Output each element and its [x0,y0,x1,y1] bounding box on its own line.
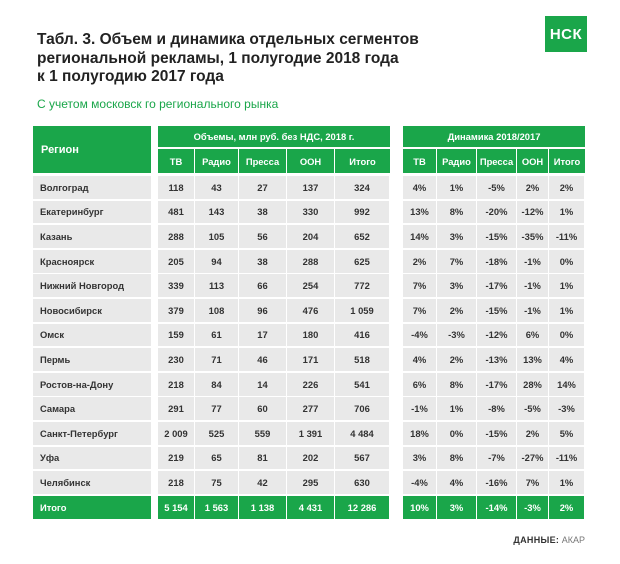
volume-cell: 567 [335,447,389,470]
volume-header: Объемы, млн руб. без НДС, 2018 г. [158,126,390,147]
dynamics-cell: -12% [517,201,548,224]
dynamics-cell: 7% [403,274,436,297]
volume-cell: 60 [239,397,286,420]
dynamics-cell: 8% [437,201,476,224]
volume-cell: 202 [287,447,334,470]
volume-cell: 291 [158,397,194,420]
dynamics-cell: -4% [403,471,436,494]
volume-cell: 204 [287,225,334,248]
region-cell: Екатеринбург [33,201,151,224]
volume-cell: 330 [287,201,334,224]
dynamics-cell: -1% [403,397,436,420]
volume-cell: 288 [287,250,334,273]
volume-cell: 65 [195,447,238,470]
table-title [37,31,457,87]
col-header-ooh: ООН [517,149,549,173]
volume-cell: 416 [335,324,389,347]
volume-cell: 277 [287,397,334,420]
table-row [33,299,585,322]
dynamics-cell: -3% [437,324,476,347]
dynamics-cell: -14% [477,496,516,519]
dynamics-cell: -11% [549,225,584,248]
volume-cell: 1 059 [335,299,389,322]
region-cell: Итого [33,496,151,519]
dynamics-cell: 3% [437,274,476,297]
source-note [513,535,585,545]
table-row [33,176,585,199]
dynamics-cell: -15% [477,299,516,322]
col-header-ooh: ООН [287,149,335,173]
dynamics-cell: -17% [477,274,516,297]
dynamics-cell: -5% [517,397,548,420]
volume-cell: 43 [195,176,238,199]
subtitle: С учетом московск го регионального рынка [37,97,279,111]
dynamics-cell: 18% [403,422,436,445]
region-cell: Уфа [33,447,151,470]
volume-cell: 1 138 [239,496,286,519]
dynamics-cell: 2% [437,348,476,371]
volume-cell: 219 [158,447,194,470]
volume-cell: 706 [335,397,389,420]
dynamics-cell: 1% [437,176,476,199]
dynamics-cell: 1% [437,397,476,420]
dynamics-cell: -12% [477,324,516,347]
volume-cell: 379 [158,299,194,322]
dynamics-cell: 14% [403,225,436,248]
volume-cell: 1 391 [287,422,334,445]
col-header-total: Итого [335,149,390,173]
title-line-2: региональной рекламы, 1 полугодие 2018 года [37,49,399,67]
dynamics-cell: 28% [517,373,548,396]
dynamics-cell: 13% [403,201,436,224]
region-cell: Ростов-на-Дону [33,373,151,396]
dynamics-cell: -13% [477,348,516,371]
volume-cell: 180 [287,324,334,347]
volume-cell: 518 [335,348,389,371]
table-row [33,373,585,396]
region-cell: Волгоград [33,176,151,199]
volume-cell: 218 [158,471,194,494]
volume-cell: 84 [195,373,238,396]
volume-cell: 17 [239,324,286,347]
total-row [33,496,585,519]
dynamics-cell: 6% [403,373,436,396]
dynamics-cell: -27% [517,447,548,470]
table-row [33,397,585,420]
volume-cell: 96 [239,299,286,322]
dynamics-cell: 2% [549,176,584,199]
table-row [33,422,585,445]
table-row [33,348,585,371]
volume-cell: 339 [158,274,194,297]
col-header-radio: Радио [195,149,239,173]
volume-cell: 541 [335,373,389,396]
dynamics-cell: 2% [549,496,584,519]
dynamics-cell: 4% [403,348,436,371]
dynamics-cell: 2% [403,250,436,273]
volume-cell: 42 [239,471,286,494]
volume-cell: 38 [239,250,286,273]
region-header: Регион [33,126,151,173]
volume-cell: 525 [195,422,238,445]
volume-cell: 12 286 [335,496,389,519]
volume-cell: 38 [239,201,286,224]
volume-cell: 992 [335,201,389,224]
source-label: ДАННЫЕ: [513,535,560,545]
volume-cell: 171 [287,348,334,371]
region-cell: Омск [33,324,151,347]
table-row [33,201,585,224]
dynamics-cell: 0% [549,250,584,273]
volume-cell: 476 [287,299,334,322]
region-cell: Пермь [33,348,151,371]
col-header-press: Пресса [477,149,517,173]
dynamics-cell: 0% [437,422,476,445]
dynamics-cell: -35% [517,225,548,248]
dynamics-cell: 1% [549,274,584,297]
volume-cell: 481 [158,201,194,224]
volume-cell: 77 [195,397,238,420]
dynamics-cell: -4% [403,324,436,347]
volume-cell: 56 [239,225,286,248]
dynamics-cell: 2% [437,299,476,322]
dynamics-cell: 1% [549,201,584,224]
dynamics-cell: -1% [517,299,548,322]
volume-cell: 27 [239,176,286,199]
table-row [33,225,585,248]
dynamics-cell: 3% [437,225,476,248]
volume-cell: 2 009 [158,422,194,445]
volume-cell: 625 [335,250,389,273]
dynamics-cell: 8% [437,447,476,470]
dynamics-cell: -1% [517,250,548,273]
volume-cell: 230 [158,348,194,371]
region-cell: Нижний Новгород [33,274,151,297]
table-row [33,447,585,470]
dynamics-cell: -18% [477,250,516,273]
dynamics-cell: -7% [477,447,516,470]
dynamics-cell: 4% [437,471,476,494]
volume-cell: 81 [239,447,286,470]
table-row [33,471,585,494]
volume-cell: 108 [195,299,238,322]
volume-cell: 14 [239,373,286,396]
dynamics-cell: 2% [517,422,548,445]
dynamics-cell: 6% [517,324,548,347]
dynamics-cell: -11% [549,447,584,470]
dynamics-column-headers [403,149,585,173]
dynamics-cell: -16% [477,471,516,494]
dynamics-cell: -8% [477,397,516,420]
title-line-3: к 1 полугодию 2017 года [37,68,224,85]
col-header-tv: ТВ [158,149,195,173]
source-value: АКАР [561,535,585,545]
volume-cell: 113 [195,274,238,297]
volume-cell: 295 [287,471,334,494]
volume-cell: 652 [335,225,389,248]
dynamics-cell: -15% [477,225,516,248]
volume-cell: 226 [287,373,334,396]
dynamics-cell: 3% [437,496,476,519]
dynamics-cell: 3% [403,447,436,470]
region-cell: Самара [33,397,151,420]
volume-cell: 75 [195,471,238,494]
dynamics-cell: 13% [517,348,548,371]
volume-cell: 94 [195,250,238,273]
volume-column-headers [158,149,390,173]
region-cell: Челябинск [33,471,151,494]
volume-cell: 324 [335,176,389,199]
volume-cell: 118 [158,176,194,199]
dynamics-cell: 4% [549,348,584,371]
table-row [33,324,585,347]
volume-cell: 205 [158,250,194,273]
volume-cell: 46 [239,348,286,371]
volume-cell: 218 [158,373,194,396]
dynamics-cell: 8% [437,373,476,396]
region-cell: Новосибирск [33,299,151,322]
volume-cell: 137 [287,176,334,199]
title-line-1: Табл. 3. Объем и динамика отдельных сегментов [37,31,419,48]
dynamics-cell: -17% [477,373,516,396]
volume-cell: 5 154 [158,496,194,519]
dynamics-cell: 1% [549,471,584,494]
dynamics-cell: -3% [517,496,548,519]
col-header-tv: ТВ [403,149,437,173]
nsk-logo: НСК [545,16,587,52]
region-cell: Санкт-Петербург [33,422,151,445]
volume-cell: 630 [335,471,389,494]
volume-cell: 105 [195,225,238,248]
dynamics-cell: -5% [477,176,516,199]
dynamics-cell: 14% [549,373,584,396]
dynamics-cell: -15% [477,422,516,445]
col-header-total: Итого [549,149,585,173]
region-cell: Красноярск [33,250,151,273]
dynamics-cell: 7% [517,471,548,494]
volume-cell: 288 [158,225,194,248]
col-header-radio: Радио [437,149,477,173]
dynamics-cell: -3% [549,397,584,420]
dynamics-cell: 7% [403,299,436,322]
volume-cell: 559 [239,422,286,445]
dynamics-header: Динамика 2018/2017 [403,126,585,147]
volume-cell: 4 484 [335,422,389,445]
dynamics-cell: 0% [549,324,584,347]
volume-cell: 4 431 [287,496,334,519]
volume-cell: 772 [335,274,389,297]
dynamics-cell: 5% [549,422,584,445]
volume-cell: 159 [158,324,194,347]
dynamics-cell: 4% [403,176,436,199]
volume-cell: 66 [239,274,286,297]
table-row [33,274,585,297]
volume-cell: 61 [195,324,238,347]
col-header-press: Пресса [239,149,287,173]
volume-cell: 71 [195,348,238,371]
volume-cell: 254 [287,274,334,297]
dynamics-cell: 10% [403,496,436,519]
dynamics-cell: -20% [477,201,516,224]
dynamics-cell: 1% [549,299,584,322]
table-row [33,250,585,273]
dynamics-cell: 2% [517,176,548,199]
dynamics-cell: 7% [437,250,476,273]
region-cell: Казань [33,225,151,248]
volume-cell: 1 563 [195,496,238,519]
dynamics-cell: -1% [517,274,548,297]
volume-cell: 143 [195,201,238,224]
